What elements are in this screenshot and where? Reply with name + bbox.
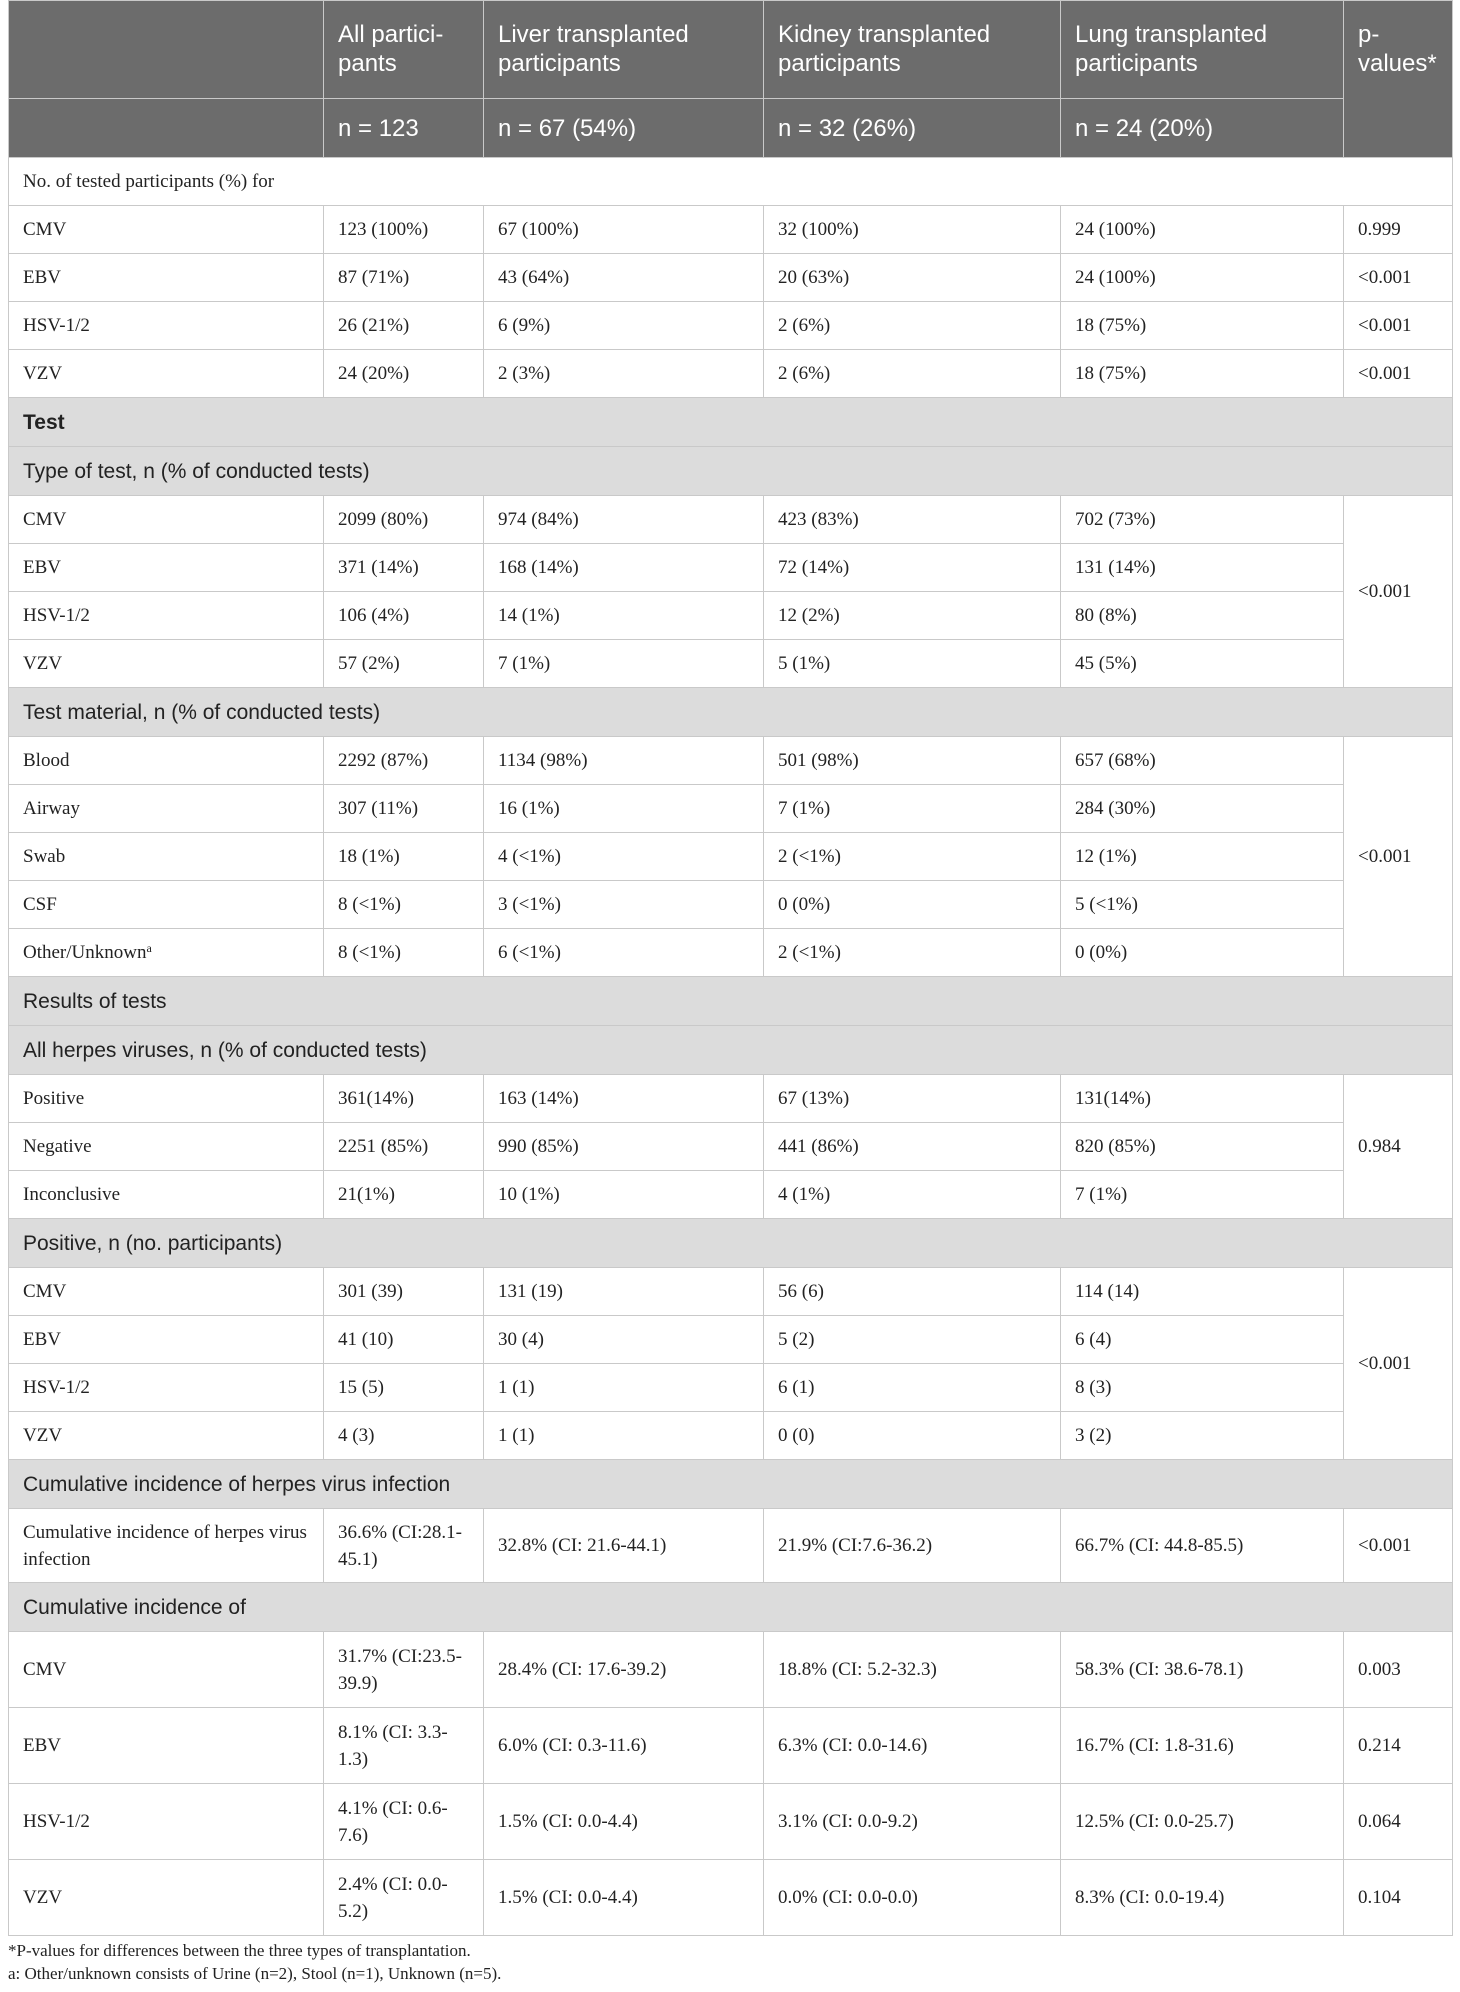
cell-lung: 131 (14%) xyxy=(1061,544,1344,592)
cell-liver: 2 (3%) xyxy=(484,350,764,398)
row-label: Negative xyxy=(9,1123,324,1171)
cell-p-value: 0.999 xyxy=(1344,206,1453,254)
section-all-herpes-title: All herpes viruses, n (% of conducted tests) xyxy=(9,1026,1453,1075)
table-row xyxy=(9,833,1453,881)
cell-all: 57 (2%) xyxy=(324,640,484,688)
cell-all: 123 (100%) xyxy=(324,206,484,254)
row-label: EBV xyxy=(9,254,324,302)
table-row xyxy=(9,206,1453,254)
cell-lung: 820 (85%) xyxy=(1061,1123,1344,1171)
cell-lung: 702 (73%) xyxy=(1061,496,1344,544)
cell-kidney: 2 (<1%) xyxy=(764,833,1061,881)
cell-kidney: 2 (<1%) xyxy=(764,929,1061,977)
header-n-all: n = 123 xyxy=(324,99,484,158)
cell-liver: 16 (1%) xyxy=(484,785,764,833)
cell-all: 18 (1%) xyxy=(324,833,484,881)
footnote-a: a: Other/unknown consists of Urine (n=2), Stool (n=1), Unknown (n=5). xyxy=(8,1964,502,1983)
cell-lung: 5 (<1%) xyxy=(1061,881,1344,929)
cell-lung: 657 (68%) xyxy=(1061,737,1344,785)
cell-liver: 7 (1%) xyxy=(484,640,764,688)
cell-kidney: 72 (14%) xyxy=(764,544,1061,592)
cell-all: 36.6% (CI:28.1-45.1) xyxy=(324,1509,484,1583)
header-kidney: Kidney transplanted participants xyxy=(764,1,1061,99)
cell-liver: 168 (14%) xyxy=(484,544,764,592)
cell-kidney: 6.3% (CI: 0.0-14.6) xyxy=(764,1708,1061,1784)
cell-liver: 131 (19) xyxy=(484,1268,764,1316)
cell-kidney: 423 (83%) xyxy=(764,496,1061,544)
cell-all: 41 (10) xyxy=(324,1316,484,1364)
cell-all: 2292 (87%) xyxy=(324,737,484,785)
cell-all: 361(14%) xyxy=(324,1075,484,1123)
cell-all: 15 (5) xyxy=(324,1364,484,1412)
cell-p-value: <0.001 xyxy=(1344,302,1453,350)
table-row xyxy=(9,1316,1453,1364)
table-row xyxy=(9,1268,1453,1316)
cell-kidney: 2 (6%) xyxy=(764,350,1061,398)
table-row xyxy=(9,1860,1453,1936)
cell-lung: 45 (5%) xyxy=(1061,640,1344,688)
row-label: VZV xyxy=(9,640,324,688)
cell-lung: 66.7% (CI: 44.8-85.5) xyxy=(1061,1509,1344,1583)
cell-lung: 284 (30%) xyxy=(1061,785,1344,833)
cell-all: 8.1% (CI: 3.3-1.3) xyxy=(324,1708,484,1784)
section-type-of-test-title: Type of test, n (% of conducted tests) xyxy=(9,447,1453,496)
row-label: Blood xyxy=(9,737,324,785)
header-n-empty xyxy=(9,99,324,158)
row-label: HSV-1/2 xyxy=(9,302,324,350)
cell-liver: 30 (4) xyxy=(484,1316,764,1364)
table-row xyxy=(9,737,1453,785)
cell-liver: 163 (14%) xyxy=(484,1075,764,1123)
row-label: VZV xyxy=(9,350,324,398)
row-label: Positive xyxy=(9,1075,324,1123)
cell-liver: 3 (<1%) xyxy=(484,881,764,929)
header-n-lung: n = 24 (20%) xyxy=(1061,99,1344,158)
cell-liver: 1134 (98%) xyxy=(484,737,764,785)
cell-lung: 24 (100%) xyxy=(1061,206,1344,254)
section-cum-of-title: Cumulative incidence of xyxy=(9,1583,1453,1632)
section-results-title: Results of tests xyxy=(9,977,1453,1026)
row-label: EBV xyxy=(9,1316,324,1364)
section-test-title: Test xyxy=(9,398,1453,447)
cell-p-value: 0.214 xyxy=(1344,1708,1453,1784)
results-table xyxy=(8,0,1453,1936)
footnote-star: *P-values for differences between the three types of transplantation. xyxy=(8,1941,471,1960)
row-label: HSV-1/2 xyxy=(9,1784,324,1860)
section-positive-title: Positive, n (no. participants) xyxy=(9,1219,1453,1268)
cell-p-value: <0.001 xyxy=(1344,496,1453,688)
cell-all: 26 (21%) xyxy=(324,302,484,350)
cell-all: 307 (11%) xyxy=(324,785,484,833)
cell-kidney: 5 (1%) xyxy=(764,640,1061,688)
row-label-text: Other/Unknown xyxy=(23,942,147,963)
header-liver: Liver transplanted participants xyxy=(484,1,764,99)
table-row xyxy=(9,496,1453,544)
row-label: Cumulative incidence of herpes virus infection xyxy=(9,1509,324,1583)
row-label: CMV xyxy=(9,206,324,254)
cell-kidney: 441 (86%) xyxy=(764,1123,1061,1171)
header-n-liver: n = 67 (54%) xyxy=(484,99,764,158)
cell-lung: 7 (1%) xyxy=(1061,1171,1344,1219)
cell-kidney: 7 (1%) xyxy=(764,785,1061,833)
header-p-values: p- values* xyxy=(1344,1,1453,158)
cell-liver: 32.8% (CI: 21.6-44.1) xyxy=(484,1509,764,1583)
cell-kidney: 3.1% (CI: 0.0-9.2) xyxy=(764,1784,1061,1860)
cell-lung: 58.3% (CI: 38.6-78.1) xyxy=(1061,1632,1344,1708)
cell-all: 2.4% (CI: 0.0-5.2) xyxy=(324,1860,484,1936)
table-row xyxy=(9,1784,1453,1860)
cell-all: 2251 (85%) xyxy=(324,1123,484,1171)
cell-all: 24 (20%) xyxy=(324,350,484,398)
cell-lung: 80 (8%) xyxy=(1061,592,1344,640)
cell-liver: 28.4% (CI: 17.6-39.2) xyxy=(484,1632,764,1708)
cell-all: 8 (<1%) xyxy=(324,929,484,977)
cell-lung: 16.7% (CI: 1.8-31.6) xyxy=(1061,1708,1344,1784)
row-label: HSV-1/2 xyxy=(9,1364,324,1412)
cell-liver: 6 (<1%) xyxy=(484,929,764,977)
cell-kidney: 12 (2%) xyxy=(764,592,1061,640)
cell-kidney: 0 (0%) xyxy=(764,881,1061,929)
cell-kidney: 0 (0) xyxy=(764,1412,1061,1460)
cell-p-value: <0.001 xyxy=(1344,254,1453,302)
table-row xyxy=(9,1123,1453,1171)
cell-lung: 18 (75%) xyxy=(1061,302,1344,350)
row-label: Airway xyxy=(9,785,324,833)
cell-lung: 18 (75%) xyxy=(1061,350,1344,398)
table-row xyxy=(9,544,1453,592)
table-row xyxy=(9,785,1453,833)
cell-lung: 24 (100%) xyxy=(1061,254,1344,302)
footnote-marker: a xyxy=(146,941,152,955)
section-cum-herpes-title: Cumulative incidence of herpes virus infection xyxy=(9,1460,1453,1509)
table-row xyxy=(9,1708,1453,1784)
cell-liver: 1 (1) xyxy=(484,1412,764,1460)
table-row xyxy=(9,1075,1453,1123)
cell-all: 4 (3) xyxy=(324,1412,484,1460)
cell-liver: 1.5% (CI: 0.0-4.4) xyxy=(484,1860,764,1936)
cell-p-value: <0.001 xyxy=(1344,1268,1453,1460)
cell-lung: 8.3% (CI: 0.0-19.4) xyxy=(1061,1860,1344,1936)
cell-lung: 0 (0%) xyxy=(1061,929,1344,977)
table-footnotes xyxy=(8,1939,1452,1985)
cell-kidney: 20 (63%) xyxy=(764,254,1061,302)
cell-all: 371 (14%) xyxy=(324,544,484,592)
table-row xyxy=(9,1509,1453,1583)
table-row xyxy=(9,640,1453,688)
cell-p-value: 0.104 xyxy=(1344,1860,1453,1936)
cell-kidney: 32 (100%) xyxy=(764,206,1061,254)
table-row xyxy=(9,302,1453,350)
cell-liver: 6 (9%) xyxy=(484,302,764,350)
cell-kidney: 67 (13%) xyxy=(764,1075,1061,1123)
cell-all: 87 (71%) xyxy=(324,254,484,302)
cell-all: 4.1% (CI: 0.6-7.6) xyxy=(324,1784,484,1860)
cell-kidney: 56 (6) xyxy=(764,1268,1061,1316)
cell-kidney: 21.9% (CI:7.6-36.2) xyxy=(764,1509,1061,1583)
cell-liver: 10 (1%) xyxy=(484,1171,764,1219)
cell-p-value: <0.001 xyxy=(1344,350,1453,398)
cell-kidney: 0.0% (CI: 0.0-0.0) xyxy=(764,1860,1061,1936)
cell-all: 301 (39) xyxy=(324,1268,484,1316)
row-label: Swab xyxy=(9,833,324,881)
cell-liver: 43 (64%) xyxy=(484,254,764,302)
row-label: CMV xyxy=(9,1632,324,1708)
row-label: CSF xyxy=(9,881,324,929)
cell-all: 2099 (80%) xyxy=(324,496,484,544)
row-label: CMV xyxy=(9,1268,324,1316)
cell-lung: 12 (1%) xyxy=(1061,833,1344,881)
table-row xyxy=(9,1412,1453,1460)
table-row xyxy=(9,254,1453,302)
cell-lung: 3 (2) xyxy=(1061,1412,1344,1460)
cell-liver: 974 (84%) xyxy=(484,496,764,544)
cell-all: 31.7% (CI:23.5-39.9) xyxy=(324,1632,484,1708)
table-row xyxy=(9,1171,1453,1219)
row-label: EBV xyxy=(9,544,324,592)
cell-liver: 4 (<1%) xyxy=(484,833,764,881)
cell-liver: 1 (1) xyxy=(484,1364,764,1412)
cell-lung: 131(14%) xyxy=(1061,1075,1344,1123)
cell-all: 21(1%) xyxy=(324,1171,484,1219)
row-label: VZV xyxy=(9,1412,324,1460)
cell-liver: 990 (85%) xyxy=(484,1123,764,1171)
cell-all: 8 (<1%) xyxy=(324,881,484,929)
row-label: CMV xyxy=(9,496,324,544)
table-row xyxy=(9,1632,1453,1708)
cell-lung: 8 (3) xyxy=(1061,1364,1344,1412)
table-row xyxy=(9,350,1453,398)
cell-p-value: 0.984 xyxy=(1344,1075,1453,1219)
row-label: HSV-1/2 xyxy=(9,592,324,640)
header-lung: Lung transplanted participants xyxy=(1061,1,1344,99)
cell-lung: 114 (14) xyxy=(1061,1268,1344,1316)
cell-kidney: 2 (6%) xyxy=(764,302,1061,350)
cell-lung: 6 (4) xyxy=(1061,1316,1344,1364)
cell-liver: 14 (1%) xyxy=(484,592,764,640)
section-tested-title: No. of tested participants (%) for xyxy=(9,158,1453,206)
row-label: EBV xyxy=(9,1708,324,1784)
cell-liver: 67 (100%) xyxy=(484,206,764,254)
table-row xyxy=(9,929,1453,977)
section-test-material-title: Test material, n (% of conducted tests) xyxy=(9,688,1453,737)
cell-kidney: 5 (2) xyxy=(764,1316,1061,1364)
cell-kidney: 501 (98%) xyxy=(764,737,1061,785)
cell-kidney: 6 (1) xyxy=(764,1364,1061,1412)
cell-lung: 12.5% (CI: 0.0-25.7) xyxy=(1061,1784,1344,1860)
header-n-kidney: n = 32 (26%) xyxy=(764,99,1061,158)
cell-liver: 1.5% (CI: 0.0-4.4) xyxy=(484,1784,764,1860)
row-label: Inconclusive xyxy=(9,1171,324,1219)
cell-kidney: 4 (1%) xyxy=(764,1171,1061,1219)
table-row xyxy=(9,881,1453,929)
cell-p-value: 0.003 xyxy=(1344,1632,1453,1708)
row-label xyxy=(9,929,324,977)
table-row xyxy=(9,1364,1453,1412)
table-row xyxy=(9,592,1453,640)
cell-p-value: <0.001 xyxy=(1344,737,1453,977)
cell-kidney: 18.8% (CI: 5.2-32.3) xyxy=(764,1632,1061,1708)
cell-all: 106 (4%) xyxy=(324,592,484,640)
cell-p-value: 0.064 xyxy=(1344,1784,1453,1860)
cell-liver: 6.0% (CI: 0.3-11.6) xyxy=(484,1708,764,1784)
row-label: VZV xyxy=(9,1860,324,1936)
header-empty-cell xyxy=(9,1,324,99)
cell-p-value: <0.001 xyxy=(1344,1509,1453,1583)
header-all-participants: All partici- pants xyxy=(324,1,484,99)
